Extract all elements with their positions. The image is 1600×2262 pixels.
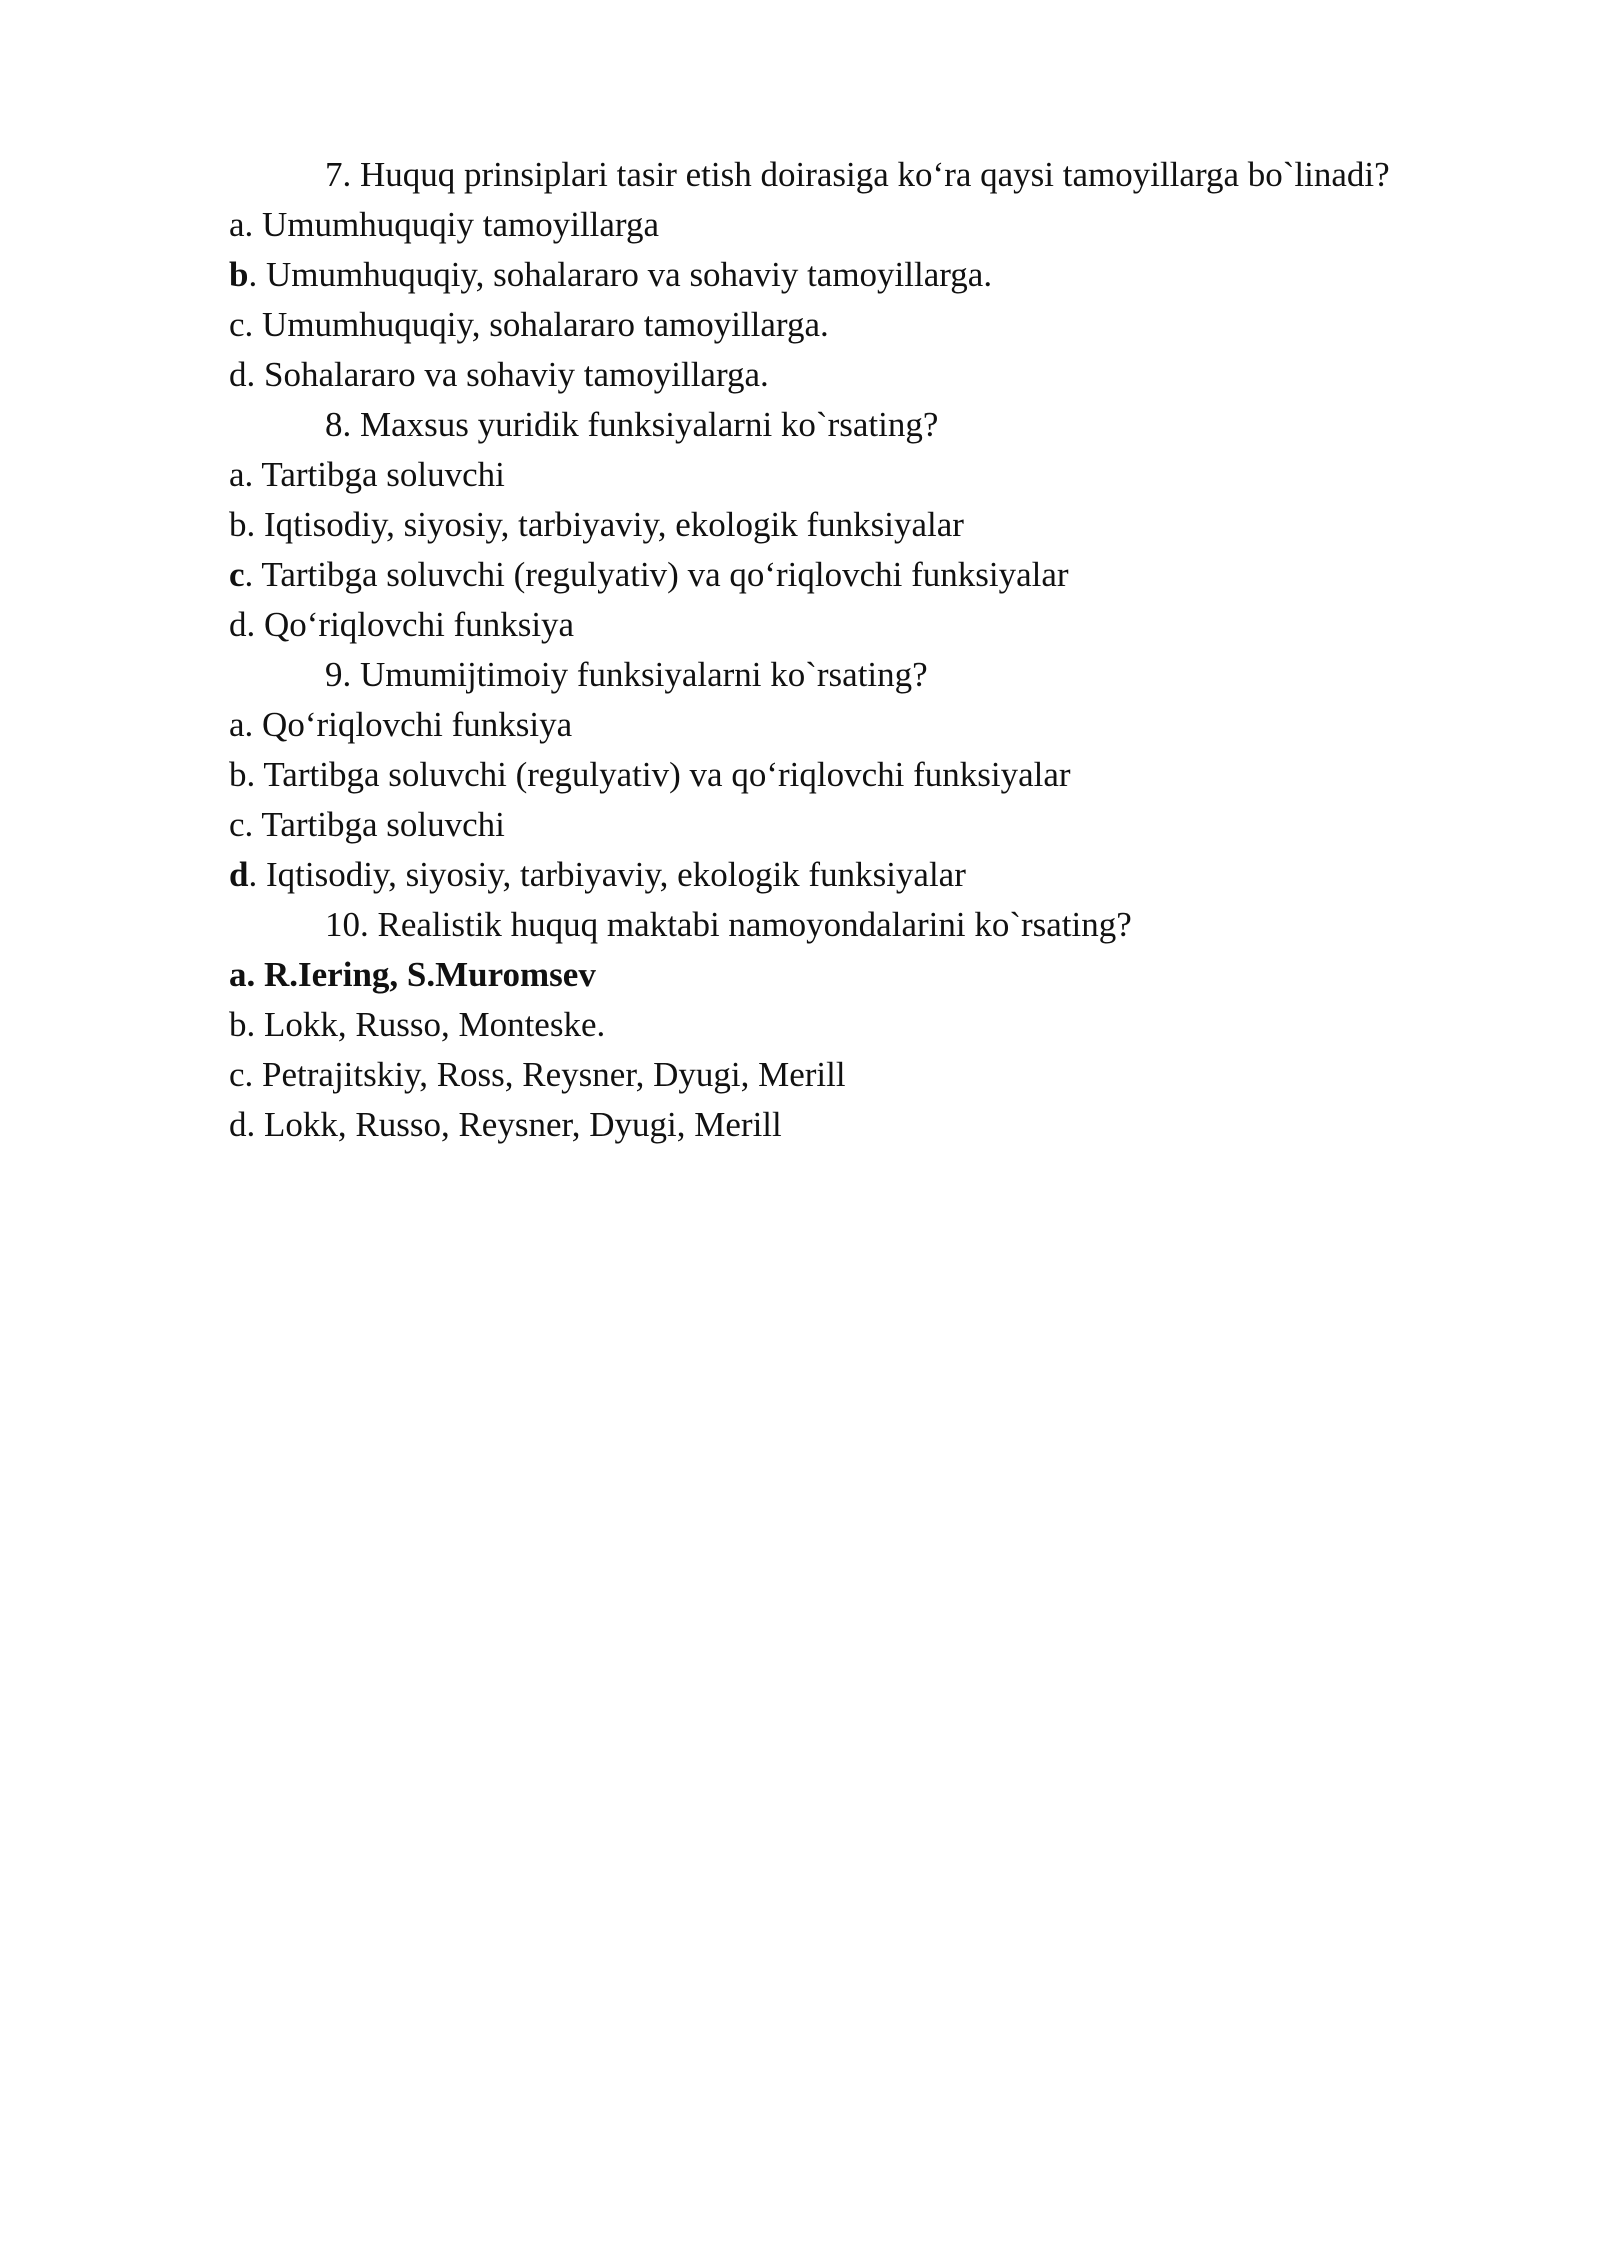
option-text: . Lokk, Russo, Reysner, Dyugi, Merill (246, 1105, 782, 1144)
option-letter: a (229, 455, 245, 494)
quiz-content (229, 150, 1529, 1150)
option-letter: a (229, 705, 245, 744)
option-letter: b (229, 505, 247, 544)
option-9d (229, 850, 1529, 900)
option-8d (229, 600, 1529, 650)
option-letter: b (229, 755, 247, 794)
option-9a (229, 700, 1529, 750)
option-letter: c (229, 805, 245, 844)
option-7a (229, 200, 1529, 250)
option-10d (229, 1100, 1529, 1150)
question-10: 10. Realistik huquq maktabi namoyondalarini ko`rsating? (325, 905, 1132, 944)
option-letter: c (229, 1055, 245, 1094)
option-text: . Tartibga soluvchi (244, 455, 505, 494)
option-10c (229, 1050, 1529, 1100)
option-text: . Tartibga soluvchi (244, 805, 505, 844)
question-9: 9. Umumijtimoiy funksiyalarni ko`rsating? (325, 655, 928, 694)
option-text: . Sohalararo va sohaviy tamoyillarga. (246, 355, 769, 394)
option-text: . Qo‘riqlovchi funksiya (244, 705, 573, 744)
option-10b (229, 1000, 1529, 1050)
option-letter-correct: a (229, 955, 247, 994)
option-letter: b (229, 1005, 247, 1044)
option-text: . Tartibga soluvchi (regulyativ) va qo‘riqlovchi funksiyalar (244, 555, 1069, 594)
option-letter: c (229, 305, 245, 344)
option-text: . Qo‘riqlovchi funksiya (246, 605, 575, 644)
option-text: . Iqtisodiy, siyosiy, tarbiyaviy, ekologik funksiyalar (248, 855, 966, 894)
option-7d (229, 350, 1529, 400)
option-letter-correct: b (229, 255, 249, 294)
option-letter: d (229, 1105, 247, 1144)
option-7b (229, 250, 1529, 300)
option-8a (229, 450, 1529, 500)
option-8c (229, 550, 1529, 600)
option-text: . Umumhuquqiy tamoyillarga (244, 205, 659, 244)
option-text: . Iqtisodiy, siyosiy, tarbiyaviy, ekologik funksiyalar (246, 505, 964, 544)
option-text-correct: . R.Iering, S.Muromsev (246, 955, 596, 994)
option-letter: a (229, 205, 245, 244)
option-text: . Tartibga soluvchi (regulyativ) va qo‘riqlovchi funksiyalar (246, 755, 1071, 794)
option-text: . Lokk, Russo, Monteske. (246, 1005, 606, 1044)
question-8: 8. Maxsus yuridik funksiyalarni ko`rsating? (325, 405, 939, 444)
option-letter: d (229, 605, 247, 644)
option-9c (229, 800, 1529, 850)
option-text: . Petrajitskiy, Ross, Reysner, Dyugi, Merill (244, 1055, 846, 1094)
option-letter-correct: c (229, 555, 245, 594)
question-7: 7. Huquq prinsiplari tasir etish doirasiga ko‘ra qaysi tamoyillarga bo`linadi? (325, 155, 1390, 194)
option-letter: d (229, 355, 247, 394)
option-9b (229, 750, 1529, 800)
option-text: . Umumhuquqiy, sohalararo tamoyillarga. (244, 305, 829, 344)
option-8b (229, 500, 1529, 550)
option-text: . Umumhuquqiy, sohalararo va sohaviy tamoyillarga. (248, 255, 993, 294)
option-7c (229, 300, 1529, 350)
option-letter-correct: d (229, 855, 249, 894)
option-10a-correct (229, 950, 1529, 1000)
